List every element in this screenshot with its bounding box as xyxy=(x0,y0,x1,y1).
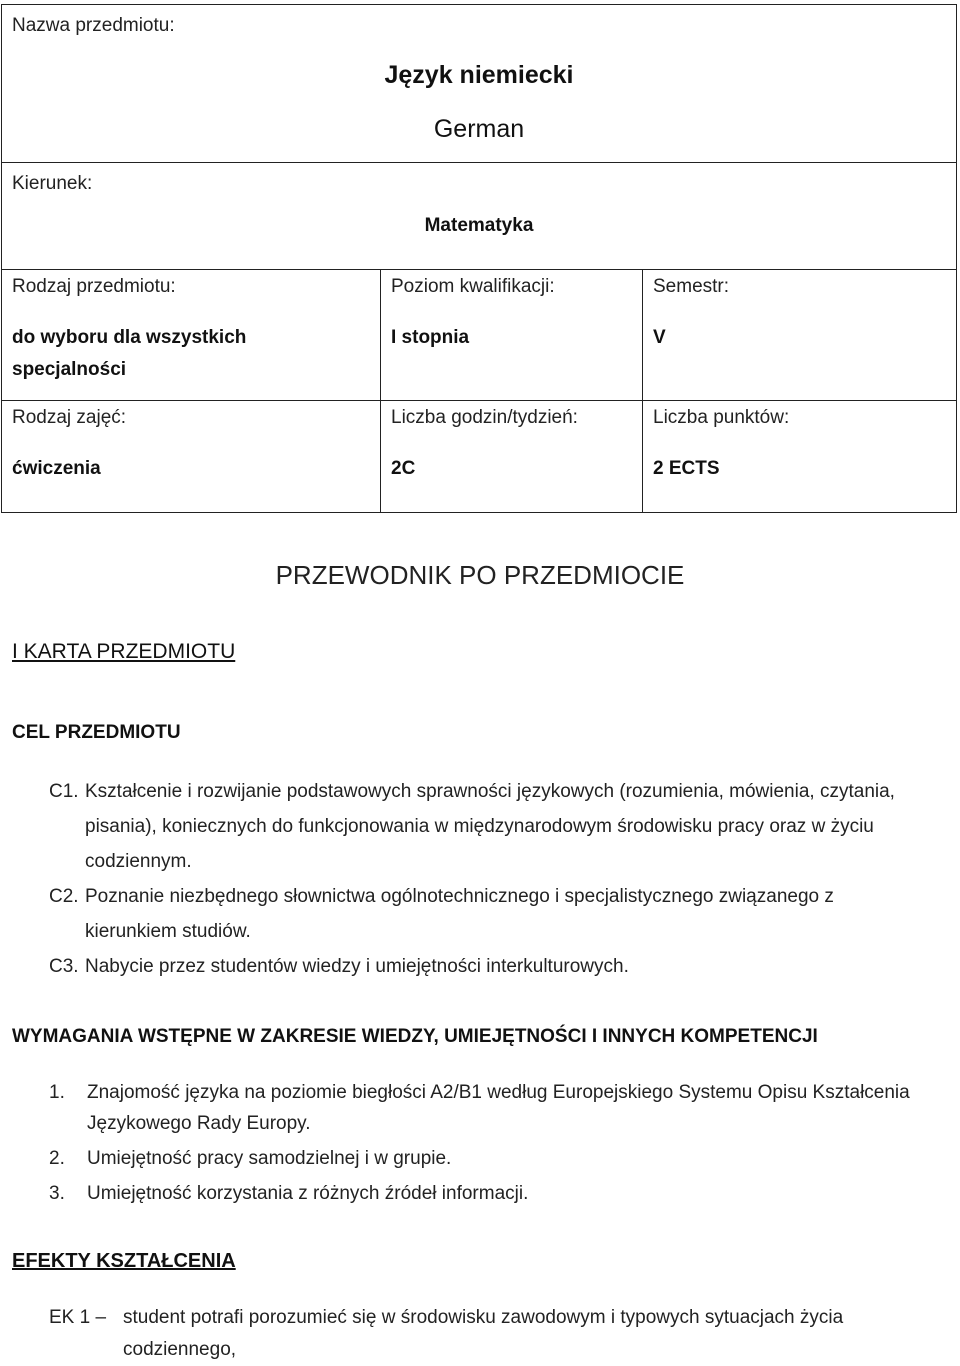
goal-number: C3. xyxy=(49,956,79,977)
hours-value: 2C xyxy=(391,458,416,479)
list-item xyxy=(49,1178,929,1209)
level-cell xyxy=(380,270,642,400)
list-item xyxy=(49,1077,929,1139)
subject-row xyxy=(2,5,956,162)
semester-value: V xyxy=(653,327,666,348)
effect-number: EK 1 – xyxy=(49,1307,107,1328)
course-header-table xyxy=(1,4,957,513)
requirement-text: Umiejętność pracy samodzielnej i w grupie. xyxy=(87,1148,452,1169)
requirement-text: Znajomość języka na poziomie biegłości A2/B1 według Europejskiego Systemu Opisu Kształcenia Językowego Rady Europy. xyxy=(87,1082,910,1134)
effects-list xyxy=(49,1302,929,1366)
list-item xyxy=(49,1302,929,1366)
requirement-number: 3. xyxy=(49,1183,65,1204)
requirement-number: 2. xyxy=(49,1148,65,1169)
semester-cell xyxy=(642,270,956,400)
card-heading: I KARTA PRZEDMIOTU xyxy=(12,640,236,663)
requirement-number: 1. xyxy=(49,1082,65,1103)
field-row xyxy=(2,162,956,269)
classes-cell xyxy=(2,401,380,512)
goal-text: Kształcenie i rozwijanie podstawowych sprawności językowych (rozumienia, mówienia, czytania, pisania), koniecznych do funkcjonowania w międzynarodowym środowisku pracy oraz w życiu codziennym. xyxy=(85,781,895,872)
type-cell xyxy=(2,270,380,400)
guide-title: PRZEWODNIK PO PRZEDMIOCIE xyxy=(275,560,685,590)
field-value: Matematyka xyxy=(424,215,534,236)
type-label: Rodzaj przedmiotu: xyxy=(12,276,176,297)
list-item xyxy=(49,879,929,949)
hours-cell xyxy=(380,401,642,512)
goals-heading: CEL PRZEDMIOTU xyxy=(12,722,181,743)
goals-list xyxy=(49,774,929,984)
hours-label: Liczba godzin/tydzień: xyxy=(391,407,578,428)
classes-value: ćwiczenia xyxy=(12,458,101,479)
goal-number: C1. xyxy=(49,781,79,802)
semester-label: Semestr: xyxy=(653,276,730,297)
effect-text: student potrafi porozumieć się w środowisku zawodowym i typowych sytuacjach życia codziennego, xyxy=(123,1307,844,1360)
requirements-list xyxy=(49,1077,929,1213)
requirement-text: Umiejętność korzystania z różnych źródeł informacji. xyxy=(87,1183,529,1204)
goal-number: C2. xyxy=(49,886,79,907)
type-value: do wyboru dla wszystkich specjalności xyxy=(12,327,247,380)
effects-heading: EFEKTY KSZTAŁCENIA xyxy=(12,1250,236,1272)
level-value: I stopnia xyxy=(391,327,470,348)
subject-title-pl: Język niemiecki xyxy=(384,61,574,89)
field-label: Kierunek: xyxy=(12,173,93,194)
subject-type-row xyxy=(2,269,956,400)
goal-text: Poznanie niezbędnego słownictwa ogólnotechnicznego i specjalistycznego związanego z kierunkiem studiów. xyxy=(85,886,834,942)
list-item xyxy=(49,774,929,879)
points-value: 2 ECTS xyxy=(653,458,720,479)
list-item xyxy=(49,949,929,984)
points-cell xyxy=(642,401,956,512)
list-item xyxy=(49,1143,929,1174)
goal-text: Nabycie przez studentów wiedzy i umiejętności interkulturowych. xyxy=(85,956,629,977)
requirements-heading: WYMAGANIA WSTĘPNE W ZAKRESIE WIEDZY, UMIEJĘTNOŚCI I INNYCH KOMPETENCJI xyxy=(12,1026,818,1047)
points-label: Liczba punktów: xyxy=(653,407,790,428)
subject-label: Nazwa przedmiotu: xyxy=(12,15,175,36)
classes-label: Rodzaj zajęć: xyxy=(12,407,127,428)
classes-row xyxy=(2,400,956,512)
level-label: Poziom kwalifikacji: xyxy=(391,276,555,297)
subject-title-en: German xyxy=(433,115,525,143)
